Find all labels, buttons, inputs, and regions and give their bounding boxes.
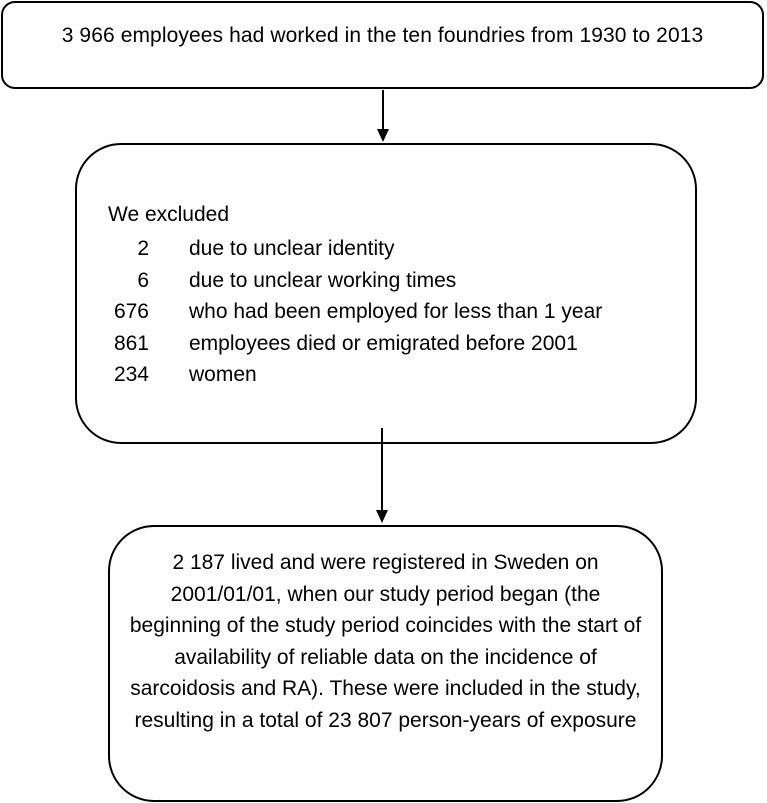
exclusion-count: 6 (137, 268, 149, 292)
exclusions-list (99, 233, 602, 391)
exclusion-reason: employees died or emigrated before 2001 (189, 331, 578, 355)
exclusions-heading: We excluded (108, 203, 230, 226)
exclusion-count: 234 (113, 363, 149, 386)
exclusion-reason: women (189, 363, 257, 386)
exclusion-count: 676 (113, 300, 149, 323)
arrow-top-to-middle (377, 90, 389, 142)
exclusion-row (99, 296, 602, 328)
exclusion-count: 861 (113, 331, 149, 355)
exclusion-reason: due to unclear identity (189, 237, 395, 260)
exclusion-row (99, 359, 602, 391)
included-box (108, 525, 663, 802)
exclusion-reason: who had been employed for less than 1 year (189, 300, 603, 323)
included-box-text: 2 187 lived and were registered in Sweden on 2001/01/01, when our study period began (the beginning of the study period coincides with the start of availability of reliable data on the incidence of sarcoidosis and RA). These were included in the study, resulting in a total of 23 807 person-years of exposure (129, 551, 642, 732)
exclusion-row (99, 233, 602, 265)
exclusion-reason: due to unclear working times (189, 268, 457, 292)
top-box-text: 3 966 employees had worked in the ten foundries from 1930 to 2013 (61, 24, 704, 47)
exclusion-count: 2 (137, 237, 149, 260)
top-box (1, 1, 764, 89)
exclusion-row (99, 265, 602, 297)
exclusion-row (99, 328, 602, 360)
exclusions-box (75, 143, 697, 444)
